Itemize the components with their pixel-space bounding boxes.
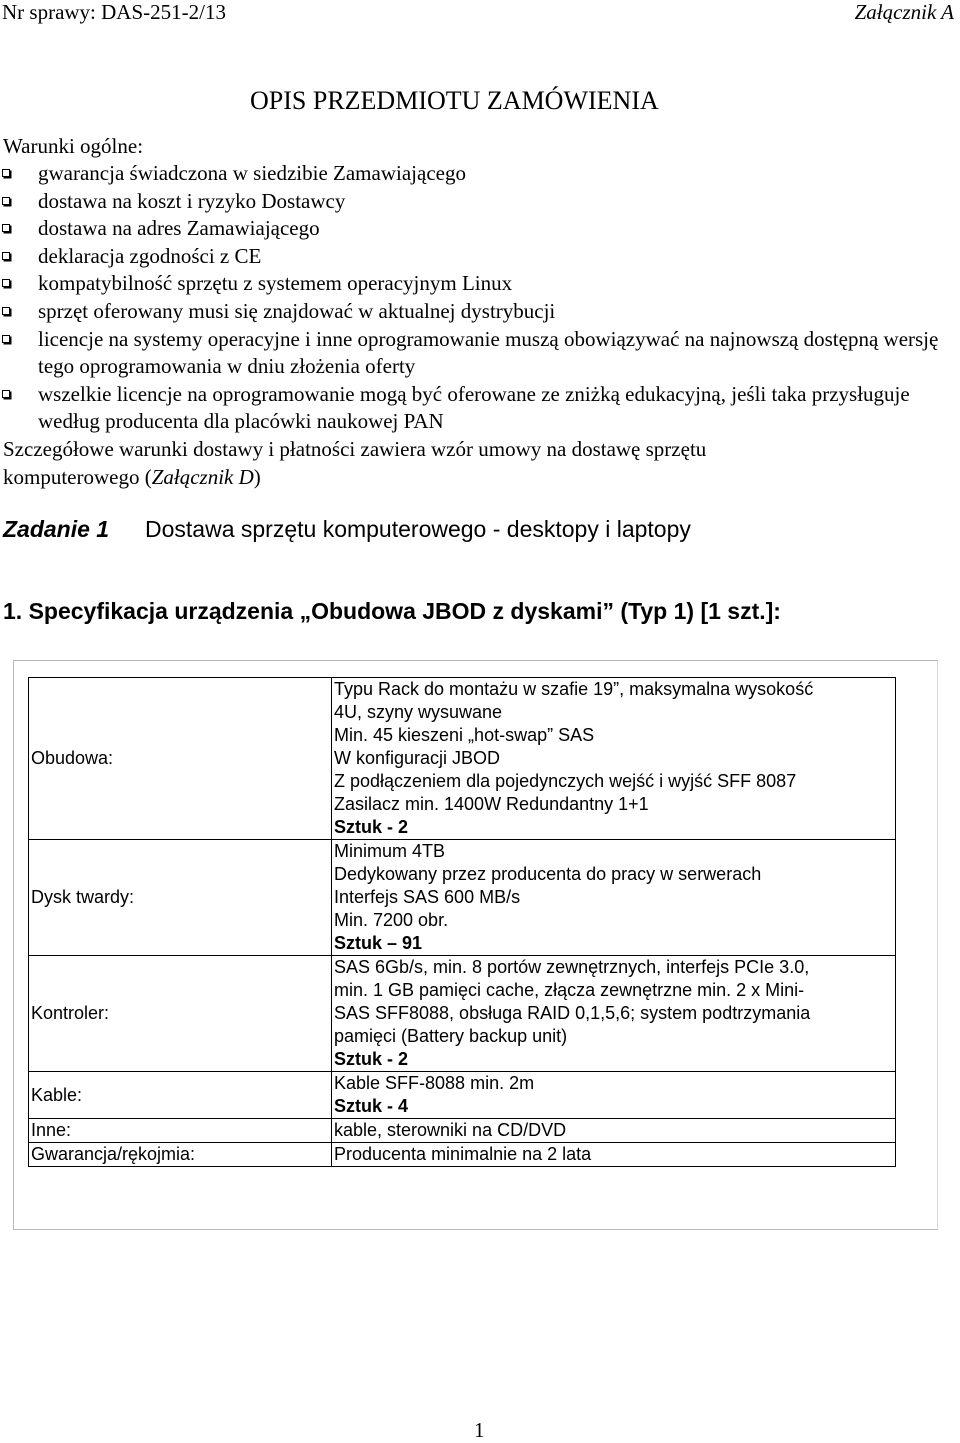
general-conditions-list — [0, 160, 958, 436]
spec-quantity: Sztuk – 91 — [334, 933, 423, 953]
spec-row — [29, 1143, 896, 1167]
checkbox-bullet-icon — [2, 335, 10, 343]
document-title: OPIS PRZEDMIOTU ZAMÓWIENIA — [250, 86, 659, 115]
spec-label: Inne: — [29, 1119, 332, 1143]
spec-content — [332, 1119, 896, 1143]
checkbox-bullet-icon — [2, 279, 10, 287]
condition-item — [0, 270, 958, 298]
spec-content — [332, 956, 896, 1072]
task-description: Dostawa sprzętu komputerowego - desktopy i laptopy — [145, 516, 691, 542]
condition-text: licencje na systemy operacyjne i inne oprogramowanie muszą obowiązywać na najnowszą dostępną wersję tego oprogramowania w dniu złożenia oferty — [38, 326, 939, 379]
spec-line: SAS SFF8088, obsługa RAID 0,1,5,6; system podtrzymania — [334, 1003, 811, 1023]
spec-row — [29, 1072, 896, 1119]
page-number: 1 — [474, 1418, 485, 1442]
condition-text: gwarancja świadczona w siedzibie Zamawiającego — [38, 161, 466, 185]
condition-item — [0, 381, 958, 436]
checkbox-bullet-icon — [2, 252, 10, 260]
spec-line: Dedykowany przez producenta do pracy w serwerach — [334, 864, 762, 884]
checkbox-bullet-icon — [2, 224, 10, 232]
spec-row — [29, 956, 896, 1072]
spec-line: Kable SFF-8088 min. 2m — [334, 1073, 535, 1093]
condition-text: dostawa na koszt i ryzyko Dostawcy — [38, 188, 346, 213]
spec-content — [332, 840, 896, 956]
condition-text: sprzęt oferowany musi się znajdować w aktualnej dystrybucji — [38, 298, 556, 323]
attachment-reference: Załącznik D — [151, 465, 254, 489]
case-number: Nr sprawy: DAS-251-2/13 — [2, 0, 226, 24]
spec-line: Interfejs SAS 600 MB/s — [334, 887, 521, 907]
spec-content — [332, 678, 896, 840]
checkbox-bullet-icon — [2, 197, 10, 205]
checkbox-bullet-icon — [2, 390, 10, 398]
spec-line: SAS 6Gb/s, min. 8 portów zewnętrznych, interfejs PCIe 3.0, — [334, 957, 810, 977]
spec-line: W konfiguracji JBOD — [334, 748, 501, 768]
attachment-label: Załącznik A — [854, 0, 954, 24]
condition-item — [0, 298, 958, 326]
spec-label: Obudowa: — [29, 678, 332, 840]
spec-label: Gwarancja/rękojmia: — [29, 1143, 332, 1167]
spec-content — [332, 1143, 896, 1167]
detail-conditions-line1: Szczegółowe warunki dostawy i płatności zawiera wzór umowy na dostawę sprzętu — [3, 437, 707, 461]
detail-line2-prefix: komputerowego ( — [3, 465, 152, 489]
condition-item — [0, 188, 958, 216]
spec-label: Kable: — [29, 1072, 332, 1119]
spec-quantity: Sztuk - 2 — [334, 1049, 409, 1069]
task-label: Zadanie 1 — [3, 516, 110, 542]
condition-item — [0, 160, 958, 188]
checkbox-bullet-icon — [2, 169, 10, 177]
spec-heading: 1. Specyfikacja urządzenia „Obudowa JBOD z dyskami” (Typ 1) [1 szt.]: — [3, 598, 781, 624]
spec-line: Min. 45 kieszeni „hot-swap” SAS — [334, 725, 595, 745]
spec-line: kable, sterowniki na CD/DVD — [334, 1120, 567, 1140]
spec-label: Kontroler: — [29, 956, 332, 1072]
spec-table — [28, 677, 896, 1167]
spec-label: Dysk twardy: — [29, 840, 332, 956]
condition-item — [0, 326, 958, 381]
spec-line: pamięci (Battery backup unit) — [334, 1026, 568, 1046]
spec-line: Minimum 4TB — [334, 841, 446, 861]
condition-item — [0, 243, 958, 271]
condition-text: dostawa na adres Zamawiającego — [38, 216, 320, 241]
spec-line: Z podłączeniem dla pojedynczych wejść i wyjść SFF 8087 — [334, 771, 797, 791]
spec-line: Zasilacz min. 1400W Redundantny 1+1 — [334, 794, 649, 814]
condition-item — [0, 215, 958, 243]
spec-row — [29, 678, 896, 840]
spec-quantity: Sztuk - 2 — [334, 817, 409, 837]
spec-row — [29, 840, 896, 956]
detail-conditions-line2 — [3, 463, 261, 491]
spec-line: Producenta minimalnie na 2 lata — [334, 1144, 592, 1164]
detail-line2-suffix: ) — [253, 465, 261, 489]
condition-text: kompatybilność sprzętu z systemem operacyjnym Linux — [38, 271, 513, 296]
spec-quantity: Sztuk - 4 — [334, 1096, 409, 1116]
condition-text: wszelkie licencje na oprogramowanie mogą być oferowane ze zniżką edukacyjną, jeśli taka przysługuje według producenta dla placówki naukowej PAN — [38, 381, 910, 434]
spec-row — [29, 1119, 896, 1143]
spec-line: Typu Rack do montażu w szafie 19”, maksymalna wysokość — [334, 679, 814, 699]
spec-line: 4U, szyny wysuwane — [334, 702, 503, 722]
general-conditions-heading: Warunki ogólne: — [3, 134, 144, 158]
condition-text: deklaracja zgodności z CE — [38, 243, 262, 268]
checkbox-bullet-icon — [2, 307, 10, 315]
spec-line: Min. 7200 obr. — [334, 910, 449, 930]
spec-line: min. 1 GB pamięci cache, złącza zewnętrzne min. 2 x Mini- — [334, 980, 805, 1000]
spec-content — [332, 1072, 896, 1119]
